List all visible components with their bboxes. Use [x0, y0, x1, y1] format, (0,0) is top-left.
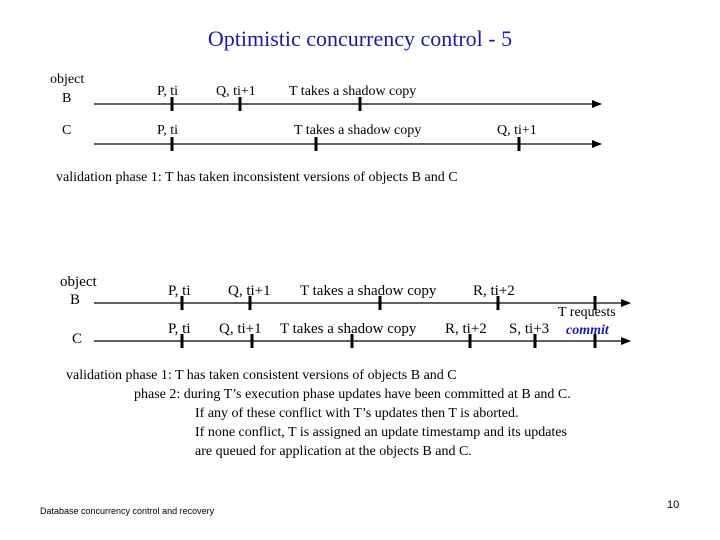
event-c2-r: R, ti+2: [445, 321, 487, 337]
commit-label: commit: [566, 323, 609, 338]
event-c2-t: T takes a shadow copy: [280, 321, 417, 337]
event-b1-q: Q, ti+1: [216, 84, 256, 99]
object-header-2: object: [60, 274, 97, 290]
event-b2-t: T takes a shadow copy: [300, 283, 437, 299]
caption-2-line-1: validation phase 1: T has taken consistent versions of objects B and C: [66, 368, 457, 383]
event-c1-p: P, ti: [157, 123, 179, 138]
caption-2-line-3: If any of these conflict with T’s updates then T is aborted.: [195, 406, 519, 421]
caption-2-line-5: are queued for application at the objects B and C.: [195, 444, 472, 459]
event-c2-q: Q, ti+1: [219, 321, 262, 337]
event-b1-t: T takes a shadow copy: [289, 84, 417, 99]
t-requests-label: T requests: [558, 305, 616, 320]
slide-title: Optimistic concurrency control - 5: [207, 26, 513, 51]
event-c2-p: P, ti: [168, 321, 191, 337]
event-b2-q: Q, ti+1: [228, 283, 271, 299]
object-c-label-1: C: [62, 123, 72, 138]
footer-text: Database concurrency control and recovery: [40, 506, 215, 516]
event-b2-r: R, ti+2: [473, 283, 515, 299]
event-c1-t: T takes a shadow copy: [294, 123, 422, 138]
event-b1-p: P, ti: [157, 84, 179, 99]
object-header-1: object: [50, 72, 85, 87]
object-b-label-2: B: [70, 292, 81, 308]
event-c1-q: Q, ti+1: [497, 123, 537, 138]
caption-2-line-4: If none conflict, T is assigned an update timestamp and its updates: [195, 425, 567, 440]
event-b2-p: P, ti: [168, 283, 191, 299]
object-b-label-1: B: [62, 91, 72, 106]
caption-2-line-2: phase 2: during T’s execution phase updates have been committed at B and C.: [134, 387, 571, 402]
page-number: 10: [667, 499, 680, 511]
object-c-label-2: C: [72, 331, 83, 347]
event-c2-s: S, ti+3: [509, 321, 550, 337]
caption-1: validation phase 1: T has taken inconsistent versions of objects B and C: [56, 170, 458, 185]
